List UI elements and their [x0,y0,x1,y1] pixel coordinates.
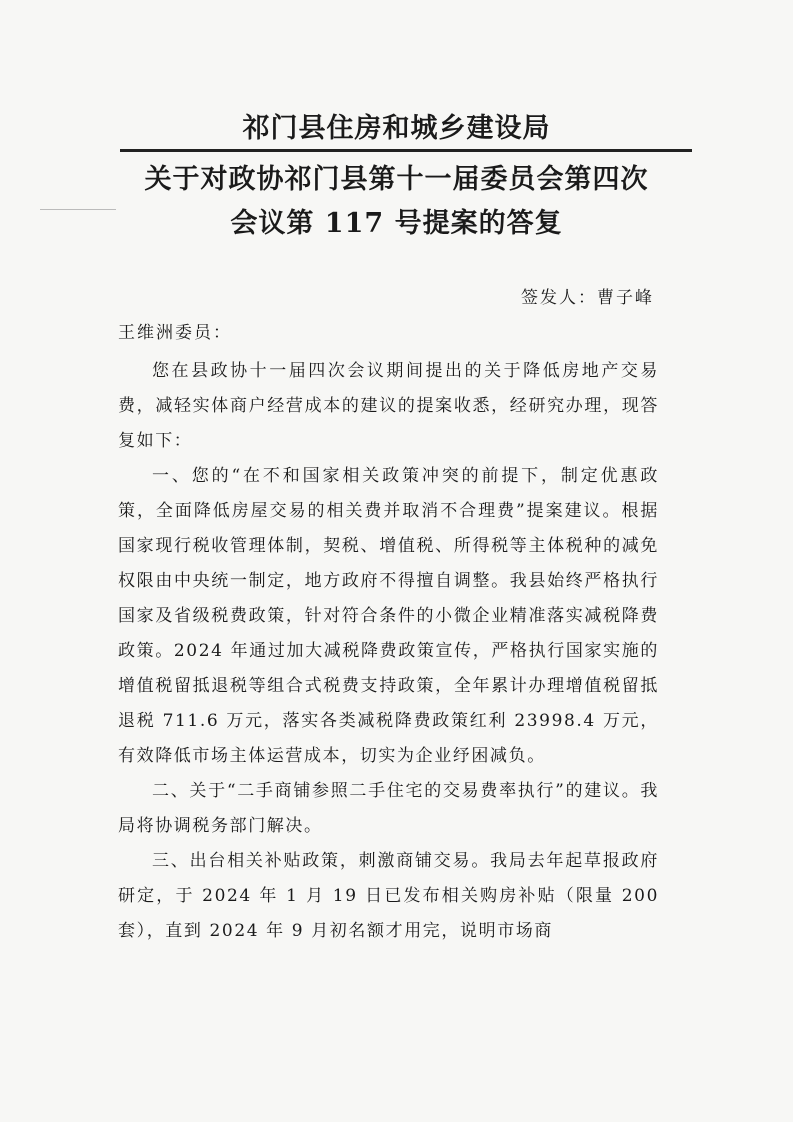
reply-body [118,354,659,949]
paragraph-intro: 您在县政协十一届四次会议期间提出的关于降低房地产交易费，减轻实体商户经营成本的建议的提案收悉，经研究办理，现答复如下： [118,361,659,451]
greeting: 王维洲委员： [118,323,232,343]
paragraph-point-2: 二、关于“二手商铺参照二手住宅的交易费率执行”的建议。我局将协调税务部门解决。 [118,781,659,836]
paragraph-point-3: 三、出台相关补贴政策，刺激商铺交易。我局去年起草报政府研定，于 2024 年 1 月 19 日已发布相关购房补贴（限量 200 套），直到 2024 年 9 月初名额才用完，说明市场商 [118,851,659,941]
document-title-line-2: 会议第 117 号提案的答复 [230,208,563,239]
signer: 签发人：曹子峰 [521,288,654,308]
header-rule [120,149,692,152]
paragraph-point-1: 一、您的“在不和国家相关政策冲突的前提下，制定优惠政策，全面降低房屋交易的相关费并取消不合理费”提案建议。根据国家现行税收管理体制，契税、增值税、所得税等主体税种的减免权限由中央统一制定，地方政府不得擅自调整。我县始终严格执行国家及省级税费政策，针对符合条件的小微企业精准落实减税降费政策。2024 年通过加大减税降费政策宣传，严格执行国家实施的增值税留抵退税等组合式税费支持政策，全年累计办理增值税留抵退税 711.6 万元，落实各类减税降费政策红利 23998.4 万元，有效降低市场主体运营成本，切实为企业纾困减负。 [118,466,659,766]
issuing-organization: 祁门县住房和城乡建设局 [242,113,551,144]
document-title-line-1: 关于对政协祁门县第十一届委员会第四次 [144,164,649,195]
